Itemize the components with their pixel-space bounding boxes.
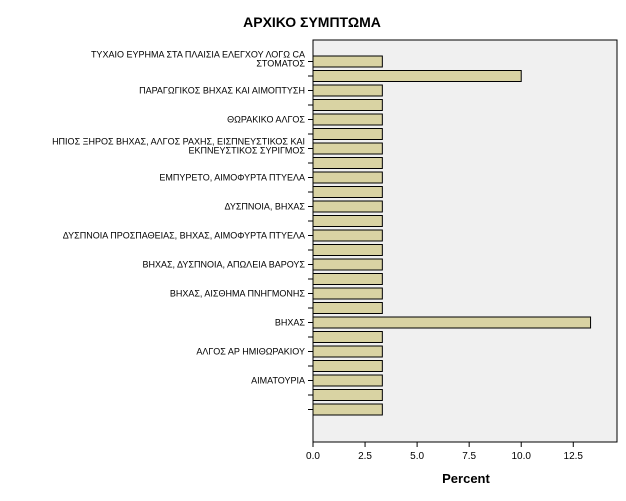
category-label: ΒΗΧΑΣ (274, 317, 305, 328)
category-label: ΗΠΙΟΣ ΞΗΡΟΣ ΒΗΧΑΣ, ΑΛΓΟΣ ΡΑΧΗΣ, ΕΙΣΠΝΕΥΣΤΙΚΟΣ ΚΑΙ (52, 136, 305, 147)
bar (313, 288, 382, 299)
y-axis (52, 50, 313, 410)
bar (313, 100, 382, 111)
bar (313, 201, 382, 212)
category-label: ΕΜΠΥΡΕΤΟ, ΑΙΜΟΦΥΡΤΑ ΠΤΥΕΛΑ (159, 172, 305, 183)
x-tick-label: 5.0 (410, 451, 425, 462)
bar (313, 158, 382, 169)
bar (313, 56, 382, 67)
bar (313, 187, 382, 198)
bar (313, 216, 382, 227)
category-label: ΔΥΣΠΝΟΙΑ, ΒΗΧΑΣ (224, 201, 305, 212)
bar (313, 259, 382, 270)
bar (313, 71, 521, 82)
bar (313, 332, 382, 343)
category-label: ΒΗΧΑΣ, ΔΥΣΠΝΟΙΑ, ΑΠΩΛΕΙΑ ΒΑΡΟΥΣ (142, 259, 305, 270)
bar (313, 143, 382, 154)
bar (313, 361, 382, 372)
bar (313, 274, 382, 285)
category-label: ΑΛΓΟΣ ΑΡ ΗΜΙΘΩΡΑΚΙΟΥ (196, 346, 305, 357)
x-tick-label: 2.5 (358, 451, 373, 462)
category-label: ΕΚΠΝΕΥΣΤΙΚΟΣ ΣΥΡΙΓΜΟΣ (188, 145, 305, 156)
bar (313, 85, 382, 96)
bar (313, 404, 382, 415)
bar (313, 346, 382, 357)
category-label: ΣΤΟΜΑΤΟΣ (256, 58, 305, 69)
bar (313, 129, 382, 140)
x-tick-label: 7.5 (462, 451, 477, 462)
bar (313, 230, 382, 241)
x-tick-label: 0.0 (306, 451, 320, 462)
bar (313, 172, 382, 183)
x-axis-title: Percent (442, 471, 490, 486)
category-label: ΠΑΡΑΓΩΓΙΚΟΣ ΒΗΧΑΣ ΚΑΙ ΑΙΜΟΠΤΥΣΗ (139, 85, 305, 96)
category-label: ΑΙΜΑΤΟΥΡΙΑ (251, 375, 305, 386)
category-label: ΒΗΧΑΣ, ΑΙΣΘΗΜΑ ΠΝΗΓΜΟΝΗΣ (169, 288, 305, 299)
bar (313, 375, 382, 386)
x-axis (306, 442, 583, 462)
bar (313, 303, 382, 314)
category-label: ΘΩΡΑΚΙΚΟ ΑΛΓΟΣ (227, 114, 305, 125)
bar (313, 317, 591, 328)
bar (313, 390, 382, 401)
category-label: ΤΥΧΑΙΟ ΕΥΡΗΜΑ ΣΤΑ ΠΛΑΙΣΙΑ ΕΛΕΓΧΟΥ ΛΟΓΩ CA (90, 49, 305, 60)
x-tick-label: 12.5 (563, 451, 584, 462)
bar (313, 245, 382, 256)
category-label: ΔΥΣΠΝΟΙΑ ΠΡΟΣΠΑΘΕΙΑΣ, ΒΗΧΑΣ, ΑΙΜΟΦΥΡΤΑ ΠΤΥΕΛΑ (62, 230, 305, 241)
chart-title: ΑΡΧΙΚΟ ΣΥΜΠΤΩΜΑ (243, 14, 381, 30)
bar (313, 114, 382, 125)
x-tick-label: 10.0 (511, 451, 531, 462)
